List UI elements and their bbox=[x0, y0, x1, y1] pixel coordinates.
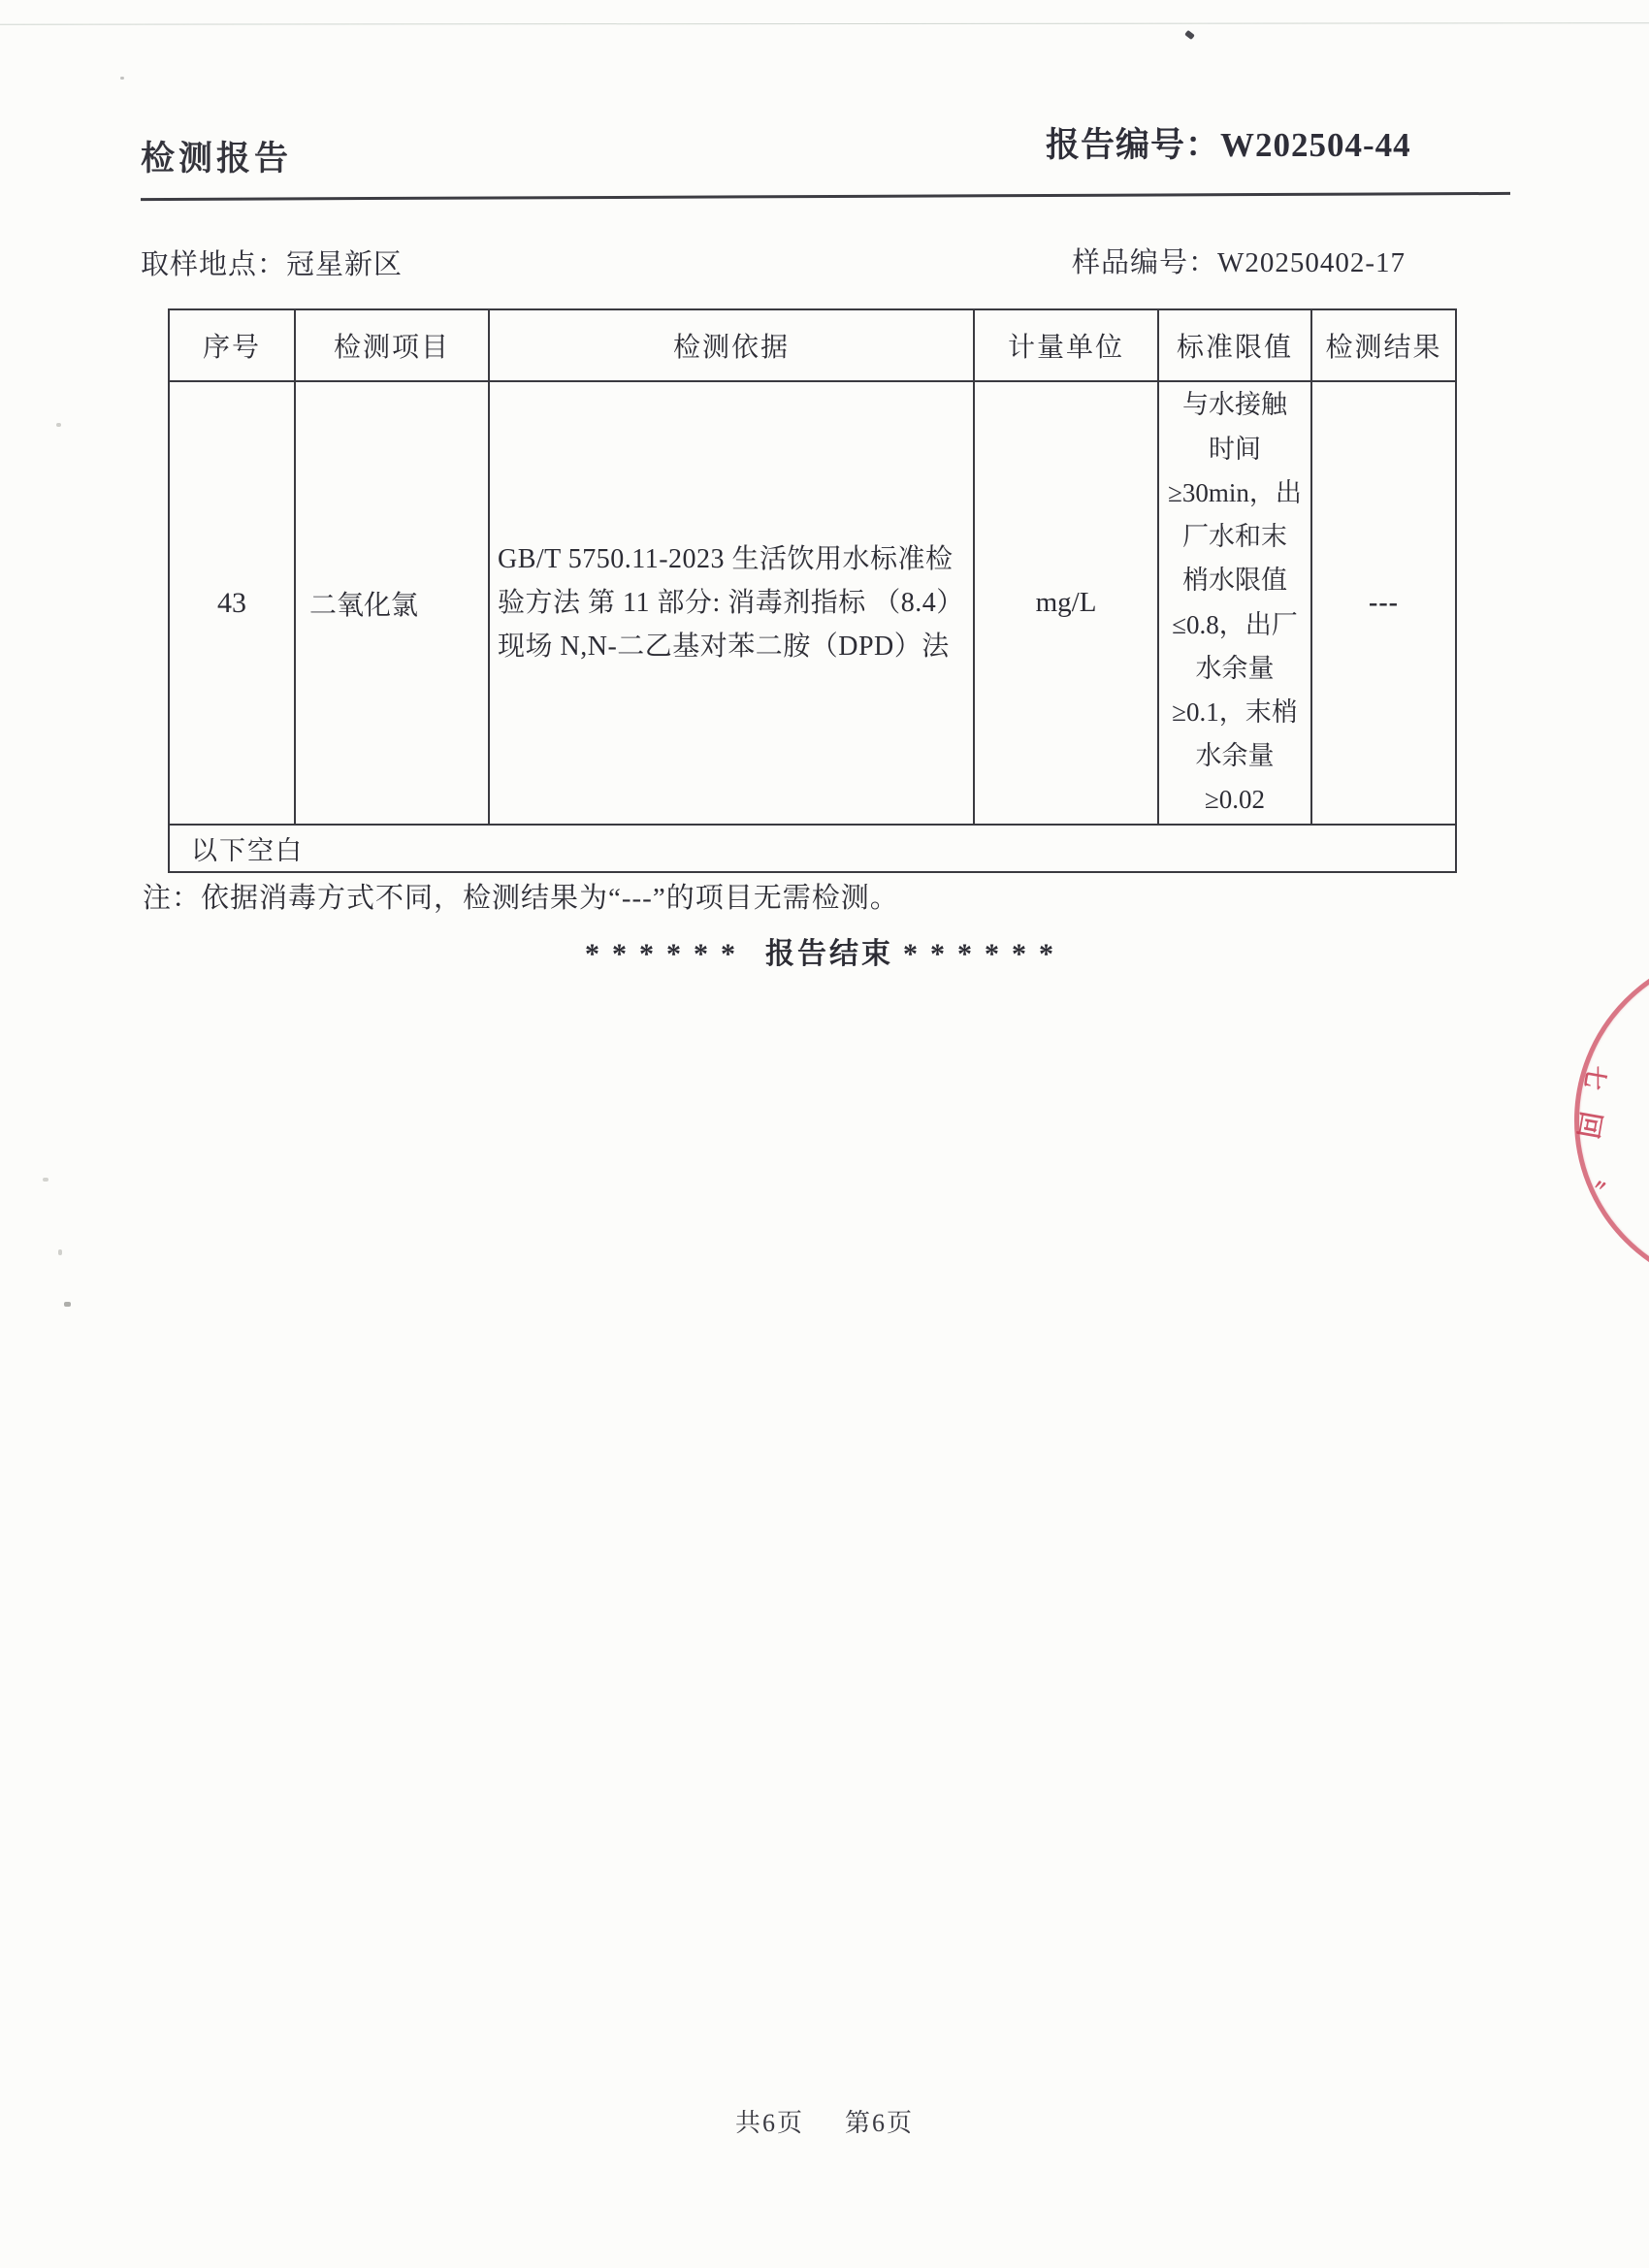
sample-number-label: 样品编号： bbox=[1072, 247, 1218, 278]
scan-speck bbox=[58, 1249, 62, 1255]
footer-total-pages: 共6页 bbox=[734, 2109, 804, 2137]
page-title: 检测报告 bbox=[141, 140, 293, 178]
cell-limit bbox=[1159, 382, 1312, 824]
note-text: 注：依据消毒方式不同，检测结果为“---”的项目无需检测。 bbox=[143, 883, 899, 914]
cell-basis bbox=[490, 382, 975, 824]
cell-result: --- bbox=[1369, 587, 1399, 618]
report-number-value: W202504-44 bbox=[1220, 126, 1411, 164]
sampling-location-value: 冠星新区 bbox=[286, 249, 404, 280]
blank-row: 以下空白 bbox=[191, 836, 304, 865]
cell-seq: 43 bbox=[170, 382, 296, 824]
table-row bbox=[170, 382, 1455, 826]
end-stars-left: ****** bbox=[585, 938, 748, 970]
limit-line: ≥30min，出 bbox=[1168, 477, 1302, 507]
header-cell-basis: 检测依据 bbox=[490, 310, 975, 380]
end-stars-right: ****** bbox=[903, 938, 1066, 970]
limit-line: 时间 bbox=[1209, 434, 1261, 464]
cell-item: 二氧化氯 bbox=[296, 382, 490, 824]
page-footer bbox=[0, 2103, 1649, 2139]
seal-stamp-glyph: 〝 bbox=[1578, 1162, 1608, 1190]
limit-line: 水余量 bbox=[1195, 741, 1275, 771]
sample-number-value: W20250402-17 bbox=[1217, 247, 1406, 278]
seal-stamp-glyph: 七 bbox=[1578, 1062, 1609, 1092]
scan-speck bbox=[120, 77, 124, 80]
limit-line: 厂水和末 bbox=[1182, 522, 1287, 552]
scan-speck bbox=[56, 423, 61, 427]
table-header-row bbox=[170, 310, 1455, 382]
header-divider bbox=[141, 192, 1510, 201]
sample-number bbox=[1072, 241, 1406, 280]
limit-line: 水余量 bbox=[1195, 653, 1275, 683]
scan-edge-line bbox=[0, 22, 1649, 24]
scan-speck bbox=[64, 1302, 71, 1307]
cell-unit: mg/L bbox=[975, 382, 1159, 824]
header-cell-limit: 标准限值 bbox=[1159, 310, 1312, 380]
report-number-label: 报告编号： bbox=[1046, 126, 1221, 164]
limit-line: 梢水限值 bbox=[1182, 566, 1287, 596]
scan-speck bbox=[43, 1178, 48, 1182]
limit-line: ≥0.1，末梢 bbox=[1172, 697, 1298, 727]
seal-stamp-glyph: 回 bbox=[1570, 1109, 1606, 1142]
end-text: 报告结束 bbox=[765, 938, 893, 970]
limit-line: ≥0.02 bbox=[1204, 785, 1266, 815]
sampling-location-label: 取样地点： bbox=[141, 249, 287, 280]
limit-line: 与水接触 bbox=[1182, 390, 1287, 420]
footer-current-page: 第6页 bbox=[845, 2109, 915, 2137]
header-cell-unit: 计量单位 bbox=[975, 310, 1159, 380]
test-results-table bbox=[168, 308, 1457, 873]
basis-line: 现场 N,N-二乙基对苯二胺（DPD）法 bbox=[498, 632, 950, 662]
sampling-location bbox=[141, 243, 403, 282]
scan-speck bbox=[1184, 30, 1195, 40]
report-number bbox=[1046, 118, 1411, 167]
basis-line: GB/T 5750.11-2023 生活饮用水标准检 bbox=[498, 544, 954, 574]
basis-line: 验方法 第 11 部分: 消毒剂指标 （8.4） bbox=[498, 588, 964, 618]
limit-line: ≤0.8，出厂 bbox=[1172, 609, 1298, 639]
header-cell-item: 检测项目 bbox=[296, 310, 490, 380]
header-cell-result: 检测结果 bbox=[1325, 333, 1442, 363]
report-end-line bbox=[141, 929, 1510, 972]
header-cell-seq: 序号 bbox=[170, 310, 296, 380]
